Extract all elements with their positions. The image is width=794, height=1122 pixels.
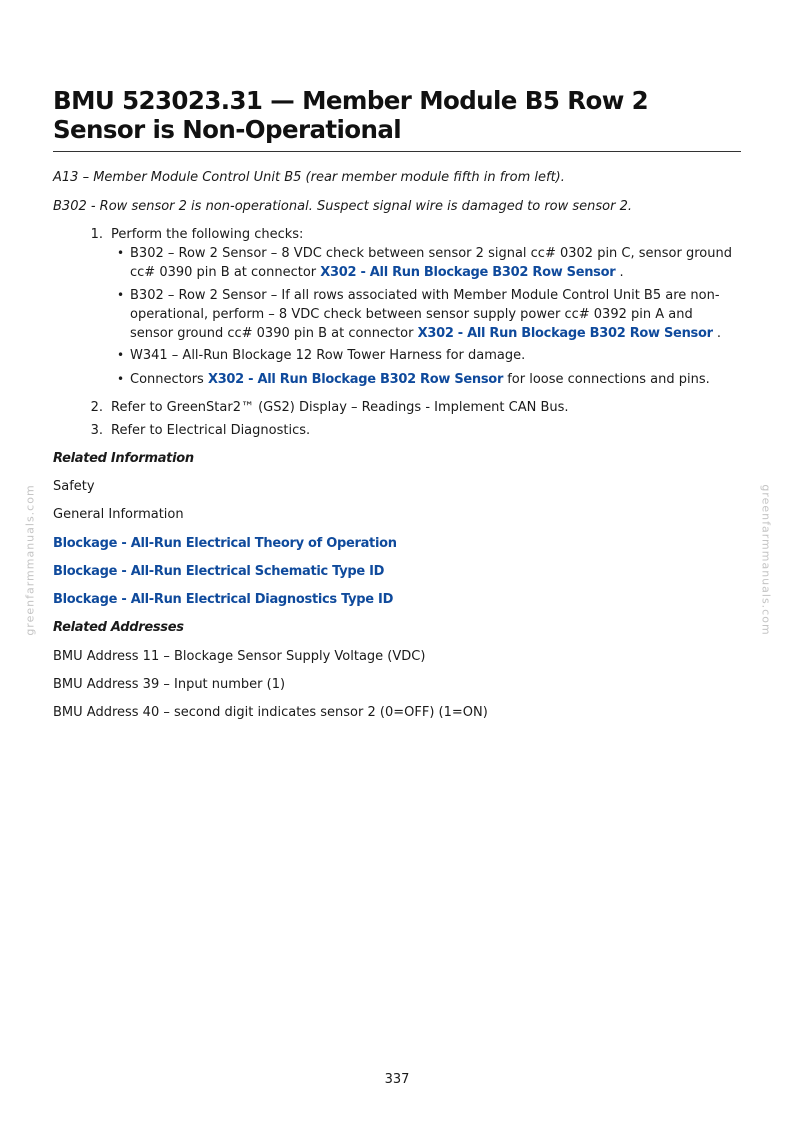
connector-link[interactable]: X302 - All Run Blockage B302 Row Sensor — [417, 326, 713, 341]
step-number: 1. — [90, 227, 103, 242]
step-number: 3. — [90, 423, 103, 438]
intro-row-sensor: B302 - Row sensor 2 is non-operational. Suspect signal wire is damaged to row sensor 2. — [53, 199, 633, 214]
page-title: BMU 523023.31 — Member Module B5 Row 2 Sensor is Non-Operational — [53, 86, 649, 144]
check-text-end: . — [615, 265, 624, 280]
theory-of-operation-link[interactable]: Blockage - All-Run Electrical Theory of Operation — [53, 536, 397, 551]
check-text-end: for loose connections and pins. — [503, 372, 710, 387]
schematic-link[interactable]: Blockage - All-Run Electrical Schematic Type ID — [53, 564, 385, 579]
check-item — [130, 286, 730, 343]
step-text: Refer to GreenStar2™ (GS2) Display – Readings - Implement CAN Bus. — [111, 400, 569, 415]
watermark-right: greenfarmmanuals.com — [759, 484, 773, 636]
check-text: W341 – All-Run Blockage 12 Row Tower Harness for damage. — [130, 348, 526, 363]
address-item: BMU Address 40 – second digit indicates sensor 2 (0=OFF) (1=ON) — [53, 705, 488, 720]
related-addresses-heading: Related Addresses — [53, 620, 184, 635]
general-information-item: General Information — [53, 507, 184, 522]
page-number: 337 — [384, 1072, 410, 1087]
check-text-end: . — [712, 326, 721, 341]
intro-control-unit: A13 – Member Module Control Unit B5 (rear member module fifth in from left). — [53, 170, 565, 185]
connector-link[interactable]: X302 - All Run Blockage B302 Row Sensor — [207, 372, 504, 387]
check-text: Connectors — [130, 372, 208, 387]
step-text: Perform the following checks: — [111, 227, 304, 242]
safety-item: Safety — [53, 479, 95, 494]
bullet-icon: • — [117, 372, 125, 386]
address-item: BMU Address 39 – Input number (1) — [53, 677, 286, 692]
bullet-icon: • — [117, 288, 125, 302]
bullet-icon: • — [117, 348, 125, 362]
check-item — [130, 244, 742, 282]
bullet-icon: • — [117, 246, 125, 260]
related-information-heading: Related Information — [53, 451, 194, 466]
connector-link[interactable]: X302 - All Run Blockage B302 Row Sensor — [320, 265, 616, 280]
check-text: B302 – Row 2 Sensor – 8 VDC check between sensor 2 signal cc# 0302 pin C, sensor ground cc# 0390 pin B at connector — [130, 246, 732, 280]
watermark-left: greenfarmmanuals.com — [23, 484, 37, 636]
check-item — [130, 346, 750, 365]
step-text: Refer to Electrical Diagnostics. — [111, 423, 311, 438]
step-number: 2. — [90, 400, 103, 415]
address-item: BMU Address 11 – Blockage Sensor Supply Voltage (VDC) — [53, 649, 426, 664]
check-text: B302 – Row 2 Sensor – If all rows associated with Member Module Control Unit B5 are non-operational, perform – 8 VDC check between sensor supply power cc# 0392 pin A and sensor ground cc# 0390 pin B at connector — [130, 288, 720, 341]
title-underline — [53, 151, 741, 152]
check-item — [130, 370, 750, 389]
diagnostics-link[interactable]: Blockage - All-Run Electrical Diagnostics Type ID — [53, 592, 394, 607]
